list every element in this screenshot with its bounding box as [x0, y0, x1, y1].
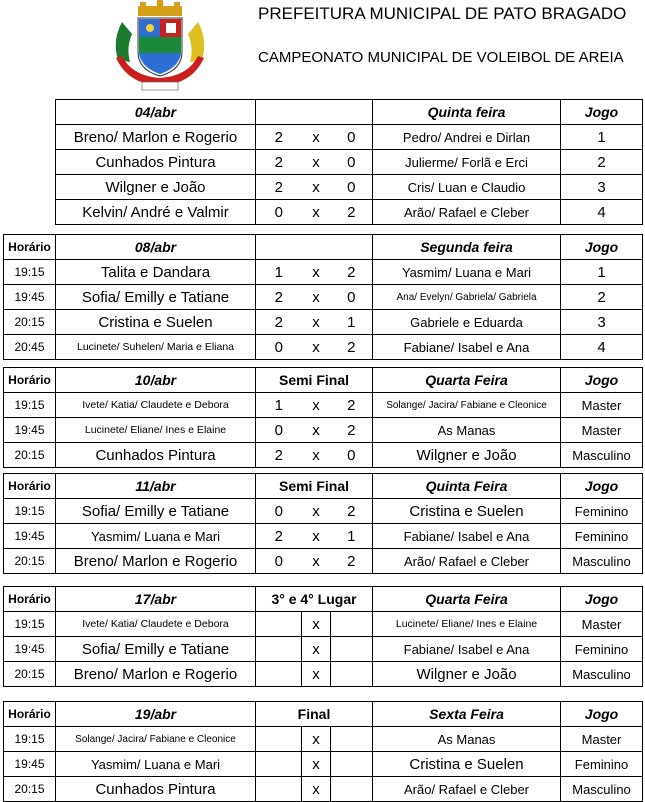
- block-header-row: [4, 474, 643, 499]
- score-a: 0: [256, 418, 302, 443]
- versus-mark: x: [302, 200, 331, 225]
- score-b: [331, 777, 373, 802]
- block-date: 19/abr: [56, 702, 256, 727]
- page-subtitle: CAMPEONATO MUNICIPAL DE VOLEIBOL DE AREIA: [258, 49, 624, 66]
- match-time: 19:45: [4, 524, 56, 549]
- match-time: 19:15: [4, 612, 56, 637]
- block-date: 08/abr: [56, 235, 256, 260]
- schedule-block-04-abr: [55, 99, 643, 225]
- match-time: 19:15: [4, 393, 56, 418]
- score-b: 0: [331, 125, 373, 150]
- table-row: [4, 549, 643, 574]
- versus-mark: x: [302, 727, 331, 752]
- versus-mark: x: [302, 777, 331, 802]
- match-time: 20:15: [4, 777, 56, 802]
- table-row: [56, 175, 643, 200]
- time-column-header: Horário: [4, 702, 56, 727]
- score-b: 2: [331, 260, 373, 285]
- score-b: [331, 752, 373, 777]
- team-b: Julierme/ Forlã e Erci: [373, 150, 561, 175]
- score-b: [331, 612, 373, 637]
- team-b: As Manas: [373, 418, 561, 443]
- team-a: Wilgner e João: [56, 175, 256, 200]
- game-column-header: Jogo: [561, 100, 643, 125]
- score-a: 2: [256, 524, 302, 549]
- team-a: Cunhados Pintura: [56, 443, 256, 468]
- block-round: [256, 235, 373, 260]
- game-column-header: Jogo: [561, 587, 643, 612]
- table-row: [4, 727, 643, 752]
- score-a: 0: [256, 335, 302, 360]
- block-weekday: Quarta Feira: [373, 587, 561, 612]
- score-b: [331, 662, 373, 687]
- table-row: [4, 752, 643, 777]
- team-b: Arão/ Rafael e Cleber: [373, 549, 561, 574]
- team-b: Cris/ Luan e Claudio: [373, 175, 561, 200]
- match-time: 20:15: [4, 662, 56, 687]
- game-category: Feminino: [561, 637, 643, 662]
- versus-mark: x: [302, 310, 331, 335]
- score-b: 2: [331, 418, 373, 443]
- game-column-header: Jogo: [561, 702, 643, 727]
- municipal-coat-of-arms-icon: [108, 0, 212, 94]
- team-a: Cunhados Pintura: [56, 777, 256, 802]
- score-a: 0: [256, 200, 302, 225]
- team-b: Fabiane/ Isabel e Ana: [373, 637, 561, 662]
- score-b: 2: [331, 200, 373, 225]
- team-a: Cunhados Pintura: [56, 150, 256, 175]
- versus-mark: x: [302, 443, 331, 468]
- score-b: 0: [331, 285, 373, 310]
- versus-mark: x: [302, 662, 331, 687]
- score-b: 1: [331, 524, 373, 549]
- score-a: 2: [256, 150, 302, 175]
- match-time: 20:45: [4, 335, 56, 360]
- game-category: Master: [561, 612, 643, 637]
- block-round: Semi Final: [256, 474, 373, 499]
- table-row: [4, 285, 643, 310]
- game-number: 1: [561, 260, 643, 285]
- team-b: Cristina e Suelen: [373, 499, 561, 524]
- game-number: 2: [561, 285, 643, 310]
- versus-mark: x: [302, 524, 331, 549]
- team-b: Pedro/ Andrei e Dirlan: [373, 125, 561, 150]
- team-a: Lucinete/ Eliane/ Ines e Elaine: [56, 418, 256, 443]
- table-row: [4, 310, 643, 335]
- team-a: Breno/ Marlon e Rogerio: [56, 125, 256, 150]
- score-b: 0: [331, 443, 373, 468]
- game-column-header: Jogo: [561, 474, 643, 499]
- time-column-header: Horário: [4, 235, 56, 260]
- team-a: Ivete/ Katia/ Claudete e Debora: [56, 393, 256, 418]
- score-b: 0: [331, 150, 373, 175]
- team-a: Sofia/ Emilly e Tatiane: [56, 499, 256, 524]
- block-weekday: Quarta Feira: [373, 368, 561, 393]
- schedule-block-08-abr: [3, 234, 643, 360]
- block-header-row: [56, 100, 643, 125]
- versus-mark: x: [302, 752, 331, 777]
- versus-mark: x: [302, 125, 331, 150]
- score-b: [331, 727, 373, 752]
- table-row: [4, 777, 643, 802]
- team-b: Arão/ Rafael e Cleber: [373, 777, 561, 802]
- block-date: 04/abr: [56, 100, 256, 125]
- team-a: Lucinete/ Suhelen/ Maria e Eliana: [56, 335, 256, 360]
- schedule-block-10-abr: [3, 367, 643, 468]
- match-time: 19:15: [4, 499, 56, 524]
- page-title: PREFEITURA MUNICIPAL DE PATO BRAGADO: [258, 4, 627, 23]
- block-date: 17/abr: [56, 587, 256, 612]
- block-weekday: Sexta Feira: [373, 702, 561, 727]
- score-b: [331, 637, 373, 662]
- team-b: Fabiane/ Isabel e Ana: [373, 335, 561, 360]
- game-category: Feminino: [561, 752, 643, 777]
- block-header-row: [4, 368, 643, 393]
- team-a: Yasmim/ Luana e Mari: [56, 524, 256, 549]
- score-a: 2: [256, 175, 302, 200]
- score-b: 2: [331, 549, 373, 574]
- table-row: [4, 393, 643, 418]
- table-row: [4, 335, 643, 360]
- score-a: 0: [256, 549, 302, 574]
- score-b: 0: [331, 175, 373, 200]
- schedule-block-17-abr: [3, 586, 643, 687]
- versus-mark: x: [302, 637, 331, 662]
- table-row: [4, 612, 643, 637]
- versus-mark: x: [302, 418, 331, 443]
- score-a: 2: [256, 310, 302, 335]
- versus-mark: x: [302, 335, 331, 360]
- game-category: Masculino: [561, 777, 643, 802]
- team-a: Sofia/ Emilly e Tatiane: [56, 285, 256, 310]
- team-b: Cristina e Suelen: [373, 752, 561, 777]
- game-number: 1: [561, 125, 643, 150]
- match-time: 19:45: [4, 418, 56, 443]
- game-number: 4: [561, 335, 643, 360]
- time-column-header: Horário: [4, 474, 56, 499]
- game-category: Masculino: [561, 662, 643, 687]
- team-b: As Manas: [373, 727, 561, 752]
- score-a: [256, 637, 302, 662]
- game-number: 3: [561, 310, 643, 335]
- game-column-header: Jogo: [561, 235, 643, 260]
- team-a: Ivete/ Katia/ Claudete e Debora: [56, 612, 256, 637]
- table-row: [56, 200, 643, 225]
- team-b: Yasmim/ Luana e Mari: [373, 260, 561, 285]
- team-a: Sofia/ Emilly e Tatiane: [56, 637, 256, 662]
- block-weekday: Quinta feira: [373, 100, 561, 125]
- game-category: Master: [561, 727, 643, 752]
- score-a: [256, 662, 302, 687]
- match-time: 19:45: [4, 285, 56, 310]
- game-category: Feminino: [561, 499, 643, 524]
- block-header-row: [4, 702, 643, 727]
- table-row: [4, 637, 643, 662]
- score-a: 2: [256, 443, 302, 468]
- table-row: [4, 418, 643, 443]
- team-b: Gabriele e Eduarda: [373, 310, 561, 335]
- game-category: Feminino: [561, 524, 643, 549]
- score-a: 1: [256, 393, 302, 418]
- game-category: Master: [561, 393, 643, 418]
- block-round: Semi Final: [256, 368, 373, 393]
- schedule-block-19-abr: [3, 701, 643, 802]
- game-number: 2: [561, 150, 643, 175]
- team-a: Cristina e Suelen: [56, 310, 256, 335]
- team-a: Solange/ Jacira/ Fabiane e Cleonice: [56, 727, 256, 752]
- team-a: Kelvin/ André e Valmir: [56, 200, 256, 225]
- team-b: Wilgner e João: [373, 443, 561, 468]
- game-category: Masculino: [561, 549, 643, 574]
- table-row: [4, 499, 643, 524]
- team-b: Wilgner e João: [373, 662, 561, 687]
- versus-mark: x: [302, 285, 331, 310]
- score-a: 2: [256, 125, 302, 150]
- block-round: Final: [256, 702, 373, 727]
- versus-mark: x: [302, 150, 331, 175]
- score-a: [256, 727, 302, 752]
- block-weekday: Quinta Feira: [373, 474, 561, 499]
- time-column-header: Horário: [4, 587, 56, 612]
- score-a: 0: [256, 499, 302, 524]
- team-b: Solange/ Jacira/ Fabiane e Cleonice: [373, 393, 561, 418]
- match-time: 19:15: [4, 727, 56, 752]
- block-date: 10/abr: [56, 368, 256, 393]
- table-row: [56, 125, 643, 150]
- team-a: Talita e Dandara: [56, 260, 256, 285]
- versus-mark: x: [302, 549, 331, 574]
- block-round: [256, 100, 373, 125]
- team-a: Breno/ Marlon e Rogerio: [56, 662, 256, 687]
- match-time: 19:45: [4, 637, 56, 662]
- team-b: Arão/ Rafael e Cleber: [373, 200, 561, 225]
- match-time: 20:15: [4, 310, 56, 335]
- versus-mark: x: [302, 260, 331, 285]
- table-row: [4, 443, 643, 468]
- score-a: [256, 777, 302, 802]
- game-number: 4: [561, 200, 643, 225]
- block-header-row: [4, 235, 643, 260]
- team-b: Fabiane/ Isabel e Ana: [373, 524, 561, 549]
- score-b: 2: [331, 393, 373, 418]
- match-time: 20:15: [4, 443, 56, 468]
- game-category: Master: [561, 418, 643, 443]
- game-category: Masculino: [561, 443, 643, 468]
- table-row: [4, 524, 643, 549]
- team-b: Lucinete/ Eliane/ Ines e Elaine: [373, 612, 561, 637]
- block-header-row: [4, 587, 643, 612]
- game-column-header: Jogo: [561, 368, 643, 393]
- table-row: [4, 260, 643, 285]
- score-a: [256, 752, 302, 777]
- versus-mark: x: [302, 499, 331, 524]
- score-b: 2: [331, 335, 373, 360]
- team-b: Ana/ Evelyn/ Gabriela/ Gabriela: [373, 285, 561, 310]
- team-a: Yasmim/ Luana e Mari: [56, 752, 256, 777]
- match-time: 20:15: [4, 549, 56, 574]
- block-weekday: Segunda feira: [373, 235, 561, 260]
- versus-mark: x: [302, 612, 331, 637]
- score-a: [256, 612, 302, 637]
- table-row: [56, 150, 643, 175]
- block-date: 11/abr: [56, 474, 256, 499]
- score-b: 2: [331, 499, 373, 524]
- score-a: 1: [256, 260, 302, 285]
- schedule-block-11-abr: [3, 473, 643, 574]
- versus-mark: x: [302, 175, 331, 200]
- block-round: 3° e 4° Lugar: [256, 587, 373, 612]
- table-row: [4, 662, 643, 687]
- game-number: 3: [561, 175, 643, 200]
- match-time: 19:15: [4, 260, 56, 285]
- score-b: 1: [331, 310, 373, 335]
- team-a: Breno/ Marlon e Rogerio: [56, 549, 256, 574]
- time-column-header: Horário: [4, 368, 56, 393]
- versus-mark: x: [302, 393, 331, 418]
- score-a: 2: [256, 285, 302, 310]
- match-time: 19:45: [4, 752, 56, 777]
